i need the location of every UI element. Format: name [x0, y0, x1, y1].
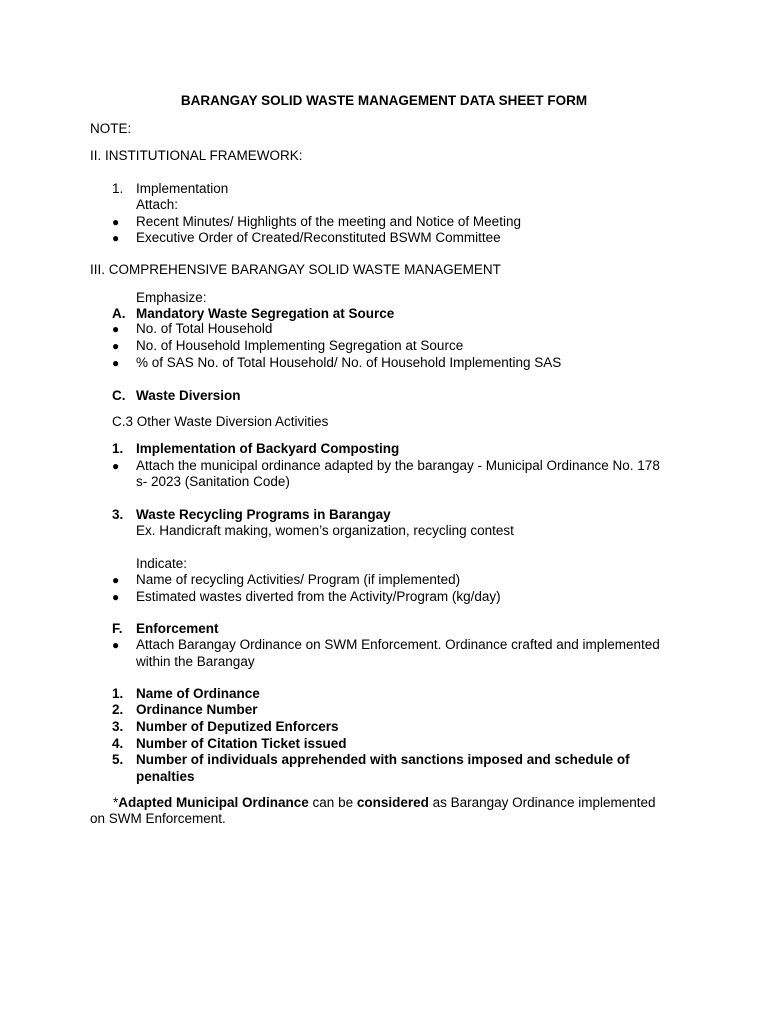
enforcement-item: Number of Deputized Enforcers [136, 719, 339, 734]
note-label: NOTE: [90, 121, 132, 136]
section-2-heading: II. INSTITUTIONAL FRAMEWORK: [90, 148, 303, 163]
subsection-c3-heading: C.3 Other Waste Diversion Activities [112, 414, 329, 429]
footnote-text: as Barangay Ordinance implemented [428, 795, 656, 810]
page-title: BARANGAY SOLID WASTE MANAGEMENT DATA SHEET FORM [180, 93, 588, 108]
footnote-line [113, 795, 656, 811]
bullet-item: No. of Household Implementing Segregation at Source [136, 338, 464, 353]
bullet-icon: ● [112, 590, 120, 604]
recycling-title: Waste Recycling Programs in Barangay [136, 507, 391, 522]
section-3-heading: III. COMPREHENSIVE BARANGAY SOLID WASTE MANAGEMENT [90, 262, 501, 277]
list-number: 1. [112, 441, 124, 456]
bullet-item: No. of Total Household [136, 321, 273, 336]
enforcement-item: Name of Ordinance [136, 686, 260, 701]
enforcement-item-continuation: penalties [136, 769, 195, 784]
list-marker: C. [112, 388, 126, 403]
subsection-c-title: Waste Diversion [136, 388, 241, 403]
enforcement-item: Ordinance Number [136, 702, 258, 717]
footnote-bold-ordinance: Adapted Municipal Ordinance [118, 795, 309, 810]
list-marker: F. [112, 621, 123, 636]
list-number: 4. [112, 736, 124, 751]
bullet-icon: ● [112, 339, 120, 353]
bullet-icon: ● [112, 459, 120, 473]
bullet-icon: ● [112, 356, 120, 370]
footnote-star: * [113, 795, 119, 810]
list-number: 5. [112, 752, 124, 767]
list-marker: A. [112, 306, 126, 321]
subsection-a-title: Mandatory Waste Segregation at Source [136, 306, 395, 321]
bullet-icon: ● [112, 215, 120, 229]
footnote-text: can be [308, 795, 357, 810]
footnote-line-2: on SWM Enforcement. [90, 811, 226, 826]
implementation-item: Implementation [136, 181, 229, 196]
bullet-icon: ● [112, 638, 120, 652]
bullet-item: Name of recycling Activities/ Program (if implemented) [136, 572, 461, 587]
bullet-item: % of SAS No. of Total Household/ No. of Household Implementing SAS [136, 355, 562, 370]
bullet-item-continuation: within the Barangay [136, 654, 255, 669]
bullet-icon: ● [112, 322, 120, 336]
list-number: 1. [112, 181, 124, 196]
emphasize-label: Emphasize: [136, 290, 207, 305]
bullet-item: Estimated wastes diverted from the Activity/Program (kg/day) [136, 589, 501, 604]
attach-label: Attach: [136, 197, 179, 212]
bullet-icon: ● [112, 573, 120, 587]
recycling-example: Ex. Handicraft making, women’s organization, recycling contest [136, 523, 514, 538]
bullet-icon: ● [112, 231, 120, 245]
list-number: 3. [112, 719, 124, 734]
composting-title: Implementation of Backyard Composting [136, 441, 400, 456]
bullet-item: Executive Order of Created/Reconstituted BSWM Committee [136, 230, 501, 245]
enforcement-item: Number of individuals apprehended with sanctions imposed and schedule of [136, 752, 630, 767]
enforcement-item: Number of Citation Ticket issued [136, 736, 347, 751]
bullet-item-continuation: s- 2023 (Sanitation Code) [136, 474, 290, 489]
footnote-bold-considered: considered [356, 795, 429, 810]
bullet-item: Recent Minutes/ Highlights of the meeting and Notice of Meeting [136, 214, 521, 229]
list-number: 1. [112, 686, 124, 701]
list-number: 2. [112, 702, 124, 717]
list-number: 3. [112, 507, 124, 522]
indicate-label: Indicate: [136, 556, 188, 571]
enforcement-title: Enforcement [136, 621, 219, 636]
bullet-item: Attach Barangay Ordinance on SWM Enforcement. Ordinance crafted and implemented [136, 637, 660, 652]
bullet-item: Attach the municipal ordinance adapted by the barangay - Municipal Ordinance No. 178 [136, 458, 660, 473]
